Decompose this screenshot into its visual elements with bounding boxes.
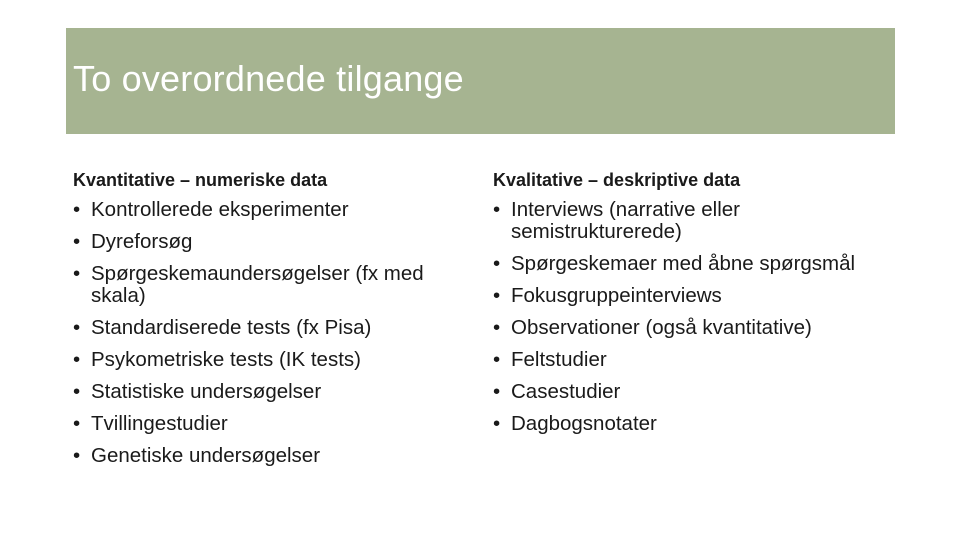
- right-bullet-list: [493, 199, 893, 435]
- left-column-heading: Kvantitative – numeriske data: [73, 170, 328, 190]
- slide-title: To overordnede tilgange: [73, 58, 464, 99]
- title-banner: [66, 28, 895, 134]
- left-column: [73, 170, 433, 477]
- list-item: • Feltstudier: [493, 349, 893, 371]
- list-item: • Casestudier: [493, 381, 893, 403]
- list-item: • Standardiserede tests (fx Pisa): [73, 317, 433, 339]
- list-item: • Fokusgruppeinterviews: [493, 285, 893, 307]
- right-column-heading: Kvalitative – deskriptive data: [493, 170, 741, 190]
- list-item: • Interviews (narrative eller semistrukturerede): [493, 199, 893, 243]
- right-column: [493, 170, 893, 445]
- left-bullet-list: [73, 199, 433, 467]
- list-item: • Statistiske undersøgelser: [73, 381, 433, 403]
- list-item: • Psykometriske tests (IK tests): [73, 349, 433, 371]
- list-item: • Tvillingestudier: [73, 413, 433, 435]
- list-item: • Observationer (også kvantitative): [493, 317, 893, 339]
- list-item: • Kontrollerede eksperimenter: [73, 199, 433, 221]
- list-item: • Spørgeskemaundersøgelser (fx med skala): [73, 263, 433, 307]
- list-item: • Genetiske undersøgelser: [73, 445, 433, 467]
- list-item: • Dagbogsnotater: [493, 413, 893, 435]
- list-item: • Spørgeskemaer med åbne spørgsmål: [493, 253, 893, 275]
- list-item: • Dyreforsøg: [73, 231, 433, 253]
